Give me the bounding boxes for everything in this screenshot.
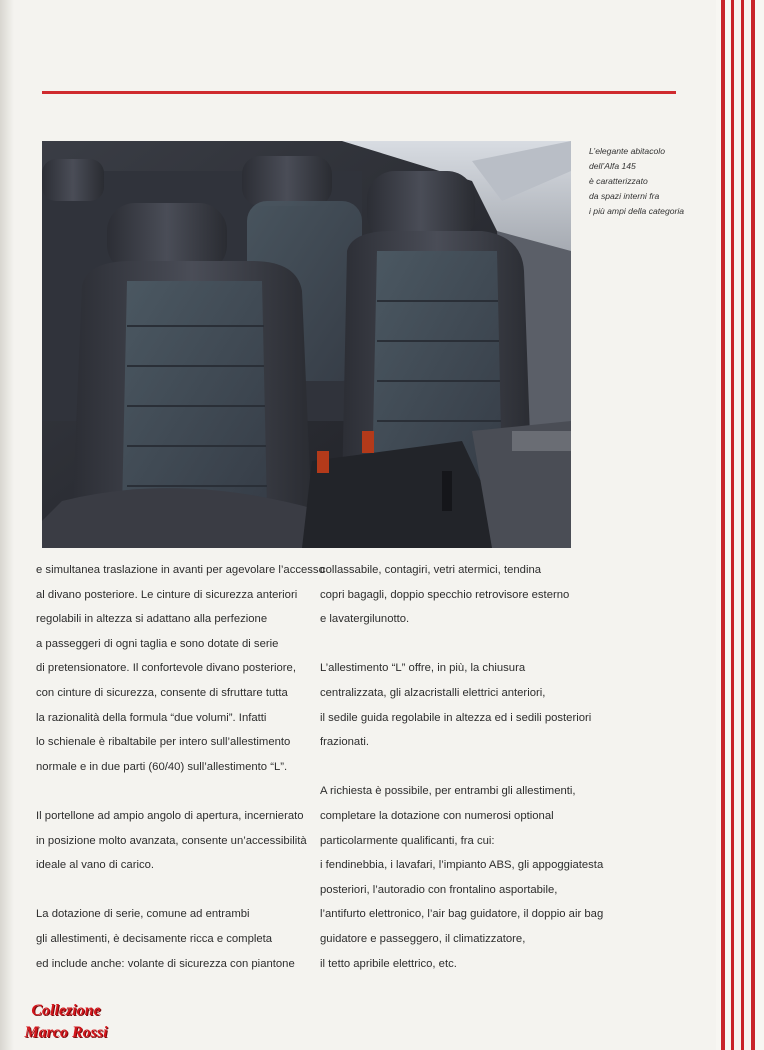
text-line: gli allestimenti, è decisamente ricca e completa <box>36 932 273 945</box>
text-line: Il portellone ad ampio angolo di apertura, incernierato <box>36 809 304 822</box>
text-line: La dotazione di serie, comune ad entrambi <box>36 908 250 921</box>
caption-line: L’elegante abitacolo <box>589 146 665 156</box>
text-line: ed include anche: volante di sicurezza con piantone <box>36 957 295 970</box>
caption-line: è caratterizzato <box>589 176 648 186</box>
caption-line: dell’Alfa 145 <box>589 161 636 171</box>
text-line: guidatore e passeggero, il climatizzatore, <box>320 932 526 945</box>
photo-caption <box>589 144 699 219</box>
text-line: completare la dotazione con numerosi optional <box>320 809 554 822</box>
text-line: L’allestimento “L” offre, in più, la chiusura <box>320 662 526 675</box>
text-line: frazionati. <box>320 736 369 749</box>
text-line: i fendinebbia, i lavafari, l’impianto ABS, gli appoggiatesta <box>320 859 604 872</box>
watermark-line: Marco Rossi <box>24 1024 108 1041</box>
caption-line: da spazi interni fra <box>589 191 660 201</box>
red-edge-stripe <box>741 0 744 1050</box>
text-line: normale e in due parti (60/40) sull’allestimento “L”. <box>36 760 288 773</box>
text-line: centralizzata, gli alzacristalli elettrici anteriori, <box>320 686 546 699</box>
text-line: collassabile, contagiri, vetri atermici, tendina <box>320 564 542 576</box>
collection-watermark <box>6 1000 126 1044</box>
watermark-line: Collezione <box>31 1002 101 1019</box>
text-line: particolarmente qualificanti, fra cui: <box>320 834 495 847</box>
text-line: il tetto apribile elettrico, etc. <box>320 957 457 970</box>
top-red-rule <box>42 91 676 94</box>
text-line: e lavatergilunotto. <box>320 613 410 626</box>
caption-line: i più ampi della categoria <box>589 206 685 216</box>
text-line: posteriori, l’autoradio con frontalino asportabile, <box>320 883 558 896</box>
text-line: ideale al vano di carico. <box>36 859 155 872</box>
text-line: A richiesta è possibile, per entrambi gli allestimenti, <box>320 785 576 798</box>
red-edge-stripe <box>721 0 725 1050</box>
text-line: l’antifurto elettronico, l’air bag guidatore, il doppio air bag <box>320 908 604 921</box>
text-line: di pretensionatore. Il confortevole divano posteriore, <box>36 662 296 675</box>
page-shadow-left <box>0 0 14 1050</box>
text-line: a passeggeri di ogni taglia e sono dotate di serie <box>36 637 279 650</box>
text-line: lo schienale è ribaltabile per intero sull’allestimento <box>36 736 291 749</box>
text-line: al divano posteriore. Le cinture di sicurezza anteriori <box>36 588 298 601</box>
red-edge-stripe <box>731 0 734 1050</box>
text-line: e simultanea traslazione in avanti per agevolare l’accesso <box>36 564 325 576</box>
car-interior-photo <box>42 141 571 548</box>
text-line: la razionalità della formula “due volumi”. Infatti <box>36 711 267 724</box>
left-text-column <box>36 558 325 976</box>
text-line: in posizione molto avanzata, consente un’accessibilità <box>36 834 307 847</box>
text-line: regolabili in altezza si adattano alla perfezione <box>36 613 268 626</box>
text-line: copri bagagli, doppio specchio retrovisore esterno <box>320 588 570 601</box>
text-line: il sedile guida regolabile in altezza ed i sedili posteriori <box>320 711 592 724</box>
right-text-column <box>320 558 604 976</box>
text-line: con cinture di sicurezza, consente di sfruttare tutta <box>36 686 288 699</box>
red-edge-stripe <box>751 0 755 1050</box>
